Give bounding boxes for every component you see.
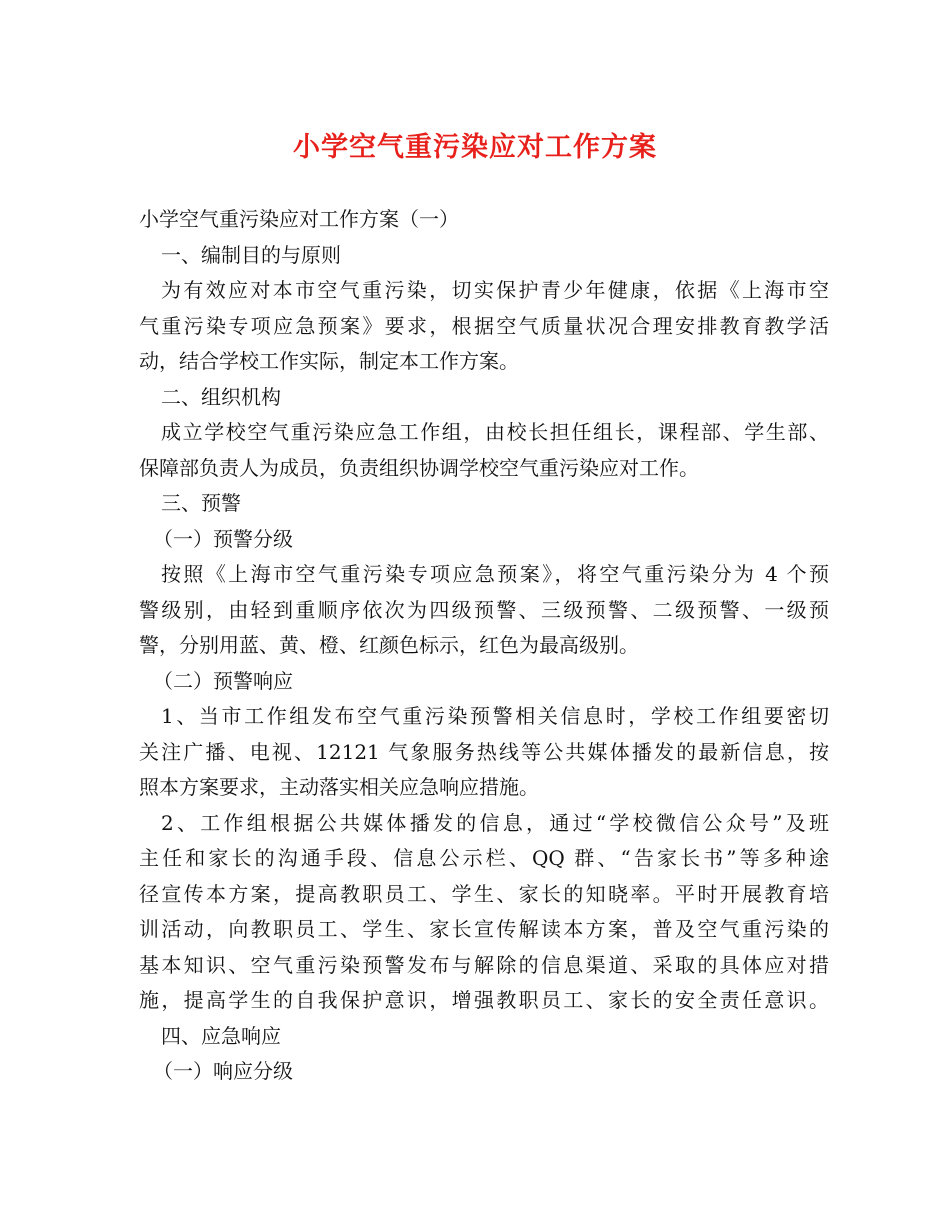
- paragraph-line: 径宣传本方案，提高教职员工、学生、家长的知晓率。平时开展教育培: [139, 881, 829, 906]
- paragraph-line: 训活动，向教职员工、学生、家长宣传解读本方案，普及空气重污染的: [139, 917, 829, 941]
- section-heading: 小学空气重污染应对工作方案（一）: [139, 207, 459, 231]
- paragraph-line: 成立学校空气重污染应急工作组，由校长担任组长，课程部、学生部、: [161, 420, 829, 444]
- subsection-heading: （一）响应分级: [153, 1059, 293, 1083]
- document-title: 小学空气重污染应对工作方案: [293, 132, 657, 163]
- subsection-heading: （一）预警分级: [153, 526, 293, 551]
- paragraph-line: 警，分别用蓝、黄、橙、红颜色标示，红色为最高级别。: [139, 633, 639, 657]
- document-body: [139, 202, 829, 1090]
- subsection-heading: （二）预警响应: [153, 668, 293, 693]
- paragraph-line: 气重污染专项应急预案》要求，根据空气质量状况合理安排教育教学活: [139, 313, 829, 338]
- section-heading: 二、组织机构: [161, 384, 281, 409]
- paragraph-line: 主任和家长的沟通手段、信息公示栏、QQ 群、“告家长书”等多种途: [139, 846, 829, 870]
- paragraph-line: 施，提高学生的自我保护意识，增强教职员工、家长的安全责任意识。: [139, 988, 829, 1012]
- paragraph-line: 警级别，由轻到重顺序依次为四级预警、三级预警、二级预警、一级预: [139, 597, 829, 622]
- paragraph-line: 为有效应对本市空气重污染，切实保护青少年健康，依据《上海市空: [161, 278, 829, 302]
- section-heading: 一、编制目的与原则: [161, 242, 341, 267]
- paragraph-line: 1、当市工作组发布空气重污染预警相关信息时，学校工作组要密切: [161, 704, 829, 728]
- paragraph-line: 按照《上海市空气重污染专项应急预案》，将空气重污染分为 4 个预: [161, 562, 829, 586]
- paragraph-line: 动，结合学校工作实际，制定本工作方案。: [139, 349, 519, 373]
- paragraph-line: 照本方案要求，主动落实相关应急响应措施。: [139, 775, 539, 799]
- section-heading: 四、应急响应: [161, 1023, 281, 1048]
- paragraph-line: 2、工作组根据公共媒体播发的信息，通过“学校微信公众号”及班: [161, 810, 829, 835]
- section-heading: 三、预警: [161, 491, 241, 515]
- paragraph-line: 保障部负责人为成员，负责组织协调学校空气重污染应对工作。: [139, 455, 699, 480]
- paragraph-line: 基本知识、空气重污染预警发布与解除的信息渠道、采取的具体应对措: [139, 952, 829, 977]
- paragraph-line: 关注广播、电视、12121 气象服务热线等公共媒体播发的最新信息，按: [139, 739, 829, 764]
